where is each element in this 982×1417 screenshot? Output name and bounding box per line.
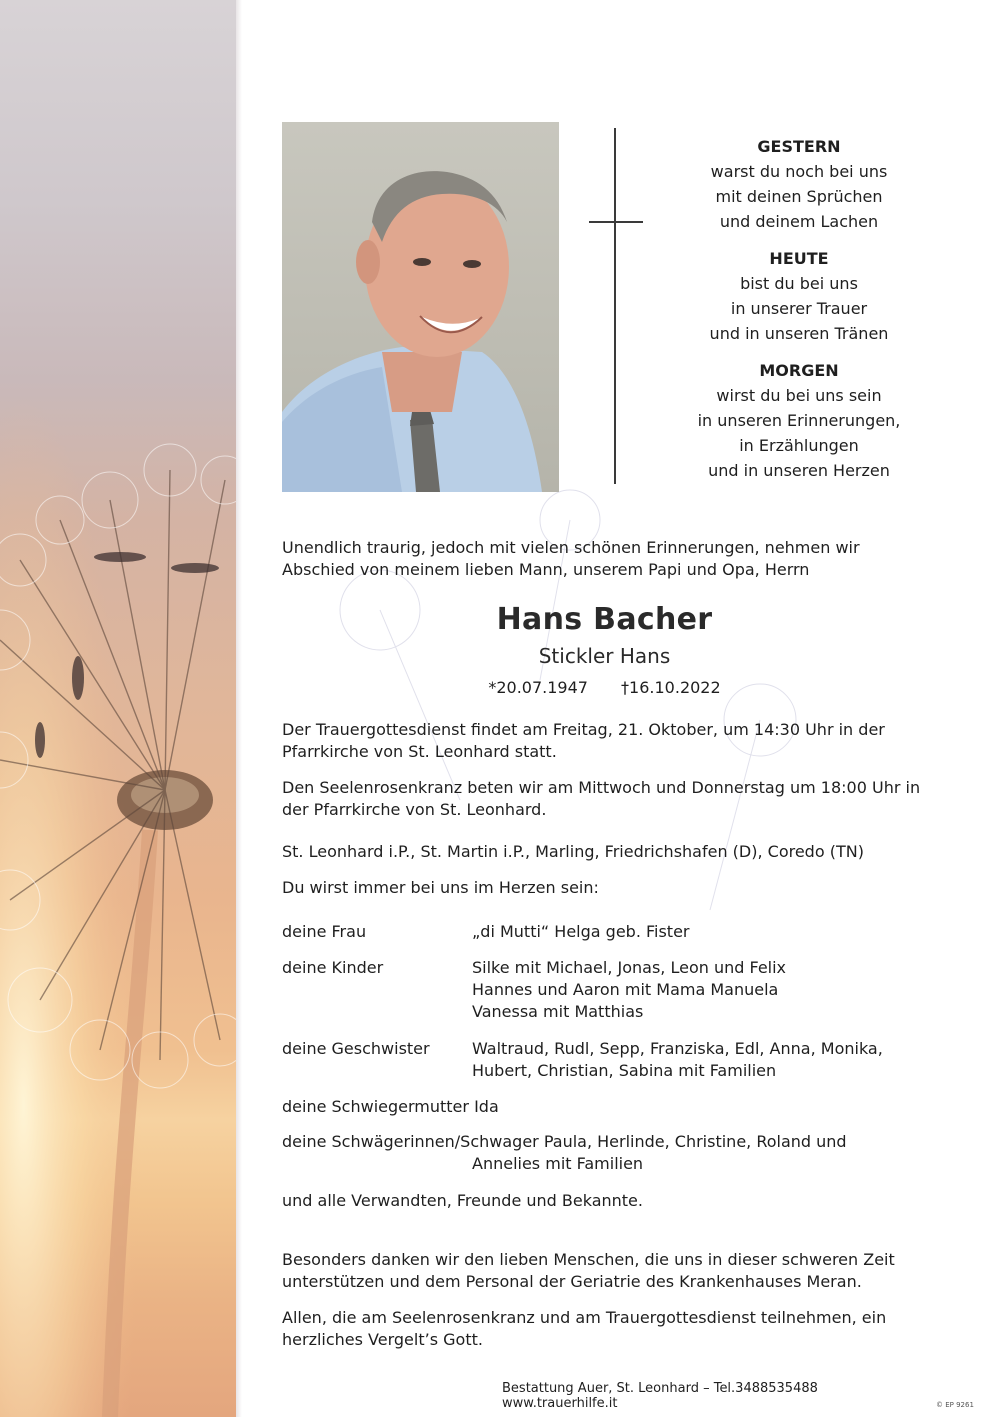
poem-line: in unserer Trauer (730, 299, 868, 318)
relation-label: deine Frau (282, 922, 367, 941)
relation-label: deine Schwägerinnen/Schwager Paula, Herlinde, Christine, Roland und (282, 1132, 847, 1151)
relation-members: Silke mit Michael, Jonas, Leon und Felix Hannes und Aaron mit Mama Manuela Vanessa mit Matthias (472, 958, 787, 1021)
poem-line: warst du noch bei uns (710, 162, 888, 181)
intro-text: Unendlich traurig, jedoch mit vielen schönen Erinnerungen, nehmen wir Abschied von meinem lieben Mann, unserem Papi und Opa, Herrn (282, 538, 860, 579)
poem-heading: HEUTE (769, 249, 829, 268)
footer (502, 1381, 942, 1411)
portrait-photo (282, 122, 559, 492)
family-row-in-laws (282, 1131, 922, 1175)
poem-line: in unseren Erinnerungen, (697, 411, 901, 430)
family-row-wife (282, 921, 922, 943)
decorative-dandelion-image (0, 0, 236, 1417)
poem-stanza-heute (660, 246, 938, 346)
poem-line: mit deinen Sprüchen (715, 187, 883, 206)
closing-text: Allen, die am Seelenrosenkranz und am Trauergottesdienst teilnehmen, ein herzliches Vergelt’s Gott. (282, 1308, 887, 1349)
poem-line: und deinem Lachen (719, 212, 879, 231)
poem-line: und in unseren Tränen (709, 324, 889, 343)
print-code: © EP 9261 (936, 1401, 974, 1409)
poem-line: und in unseren Herzen (708, 461, 890, 480)
relation-members: Waltraud, Rudl, Sepp, Franziska, Edl, Anna, Monika, Hubert, Christian, Sabina mit Familien (472, 1039, 883, 1080)
poem-stanza-gestern (660, 134, 938, 234)
family-row-siblings (282, 1038, 922, 1082)
poem-stanza-morgen (660, 358, 938, 483)
relation-label: deine Geschwister (282, 1039, 430, 1058)
relation-label: deine Kinder (282, 958, 384, 977)
cross-horizontal-bar (589, 221, 643, 223)
cross-vertical-bar (614, 128, 616, 484)
poem-heading: GESTERN (757, 137, 841, 156)
poem-line: bist du bei uns (740, 274, 858, 293)
website-link[interactable]: www.trauerhilfe.it (502, 1396, 618, 1411)
heart-line: Du wirst immer bei uns im Herzen sein: (282, 878, 599, 897)
death-date: †16.10.2022 (621, 678, 721, 697)
deceased-nickname: Stickler Hans (538, 644, 671, 668)
family-row-relatives (282, 1190, 922, 1212)
family-row-children (282, 957, 922, 1023)
family-row-mother-in-law (282, 1096, 922, 1118)
relation-members: „di Mutti“ Helga geb. Fister (472, 922, 690, 941)
life-dates (282, 678, 927, 697)
poem (660, 134, 938, 495)
poem-heading: MORGEN (759, 361, 839, 380)
thanks-text: Besonders danken wir den lieben Menschen, die uns in dieser schweren Zeit unterstützen und dem Personal der Geriatrie des Krankenhauses Meran. (282, 1250, 895, 1291)
service-text: Der Trauergottesdienst findet am Freitag, 21. Oktober, um 14:30 Uhr in der Pfarrkirche von St. Leonhard statt. (282, 720, 885, 761)
poem-line: wirst du bei uns sein (716, 386, 882, 405)
rosary-text: Den Seelenrosenkranz beten wir am Mittwoch und Donnerstag um 18:00 Uhr in der Pfarrkirche von St. Leonhard. (282, 778, 921, 819)
poem-line: in Erzählungen (739, 436, 859, 455)
birth-date: *20.07.1947 (488, 678, 588, 697)
places-text: St. Leonhard i.P., St. Martin i.P., Marling, Friedrichshafen (D), Coredo (TN) (282, 842, 864, 861)
relation-label: und alle Verwandten, Freunde und Bekannte. (282, 1191, 643, 1210)
relation-members: Annelies mit Familien (472, 1154, 644, 1173)
relation-label: deine Schwiegermutter Ida (282, 1097, 499, 1116)
funeral-home: Bestattung Auer, St. Leonhard – Tel.3488535488 (502, 1381, 818, 1396)
deceased-name: Hans Bacher (496, 602, 713, 637)
